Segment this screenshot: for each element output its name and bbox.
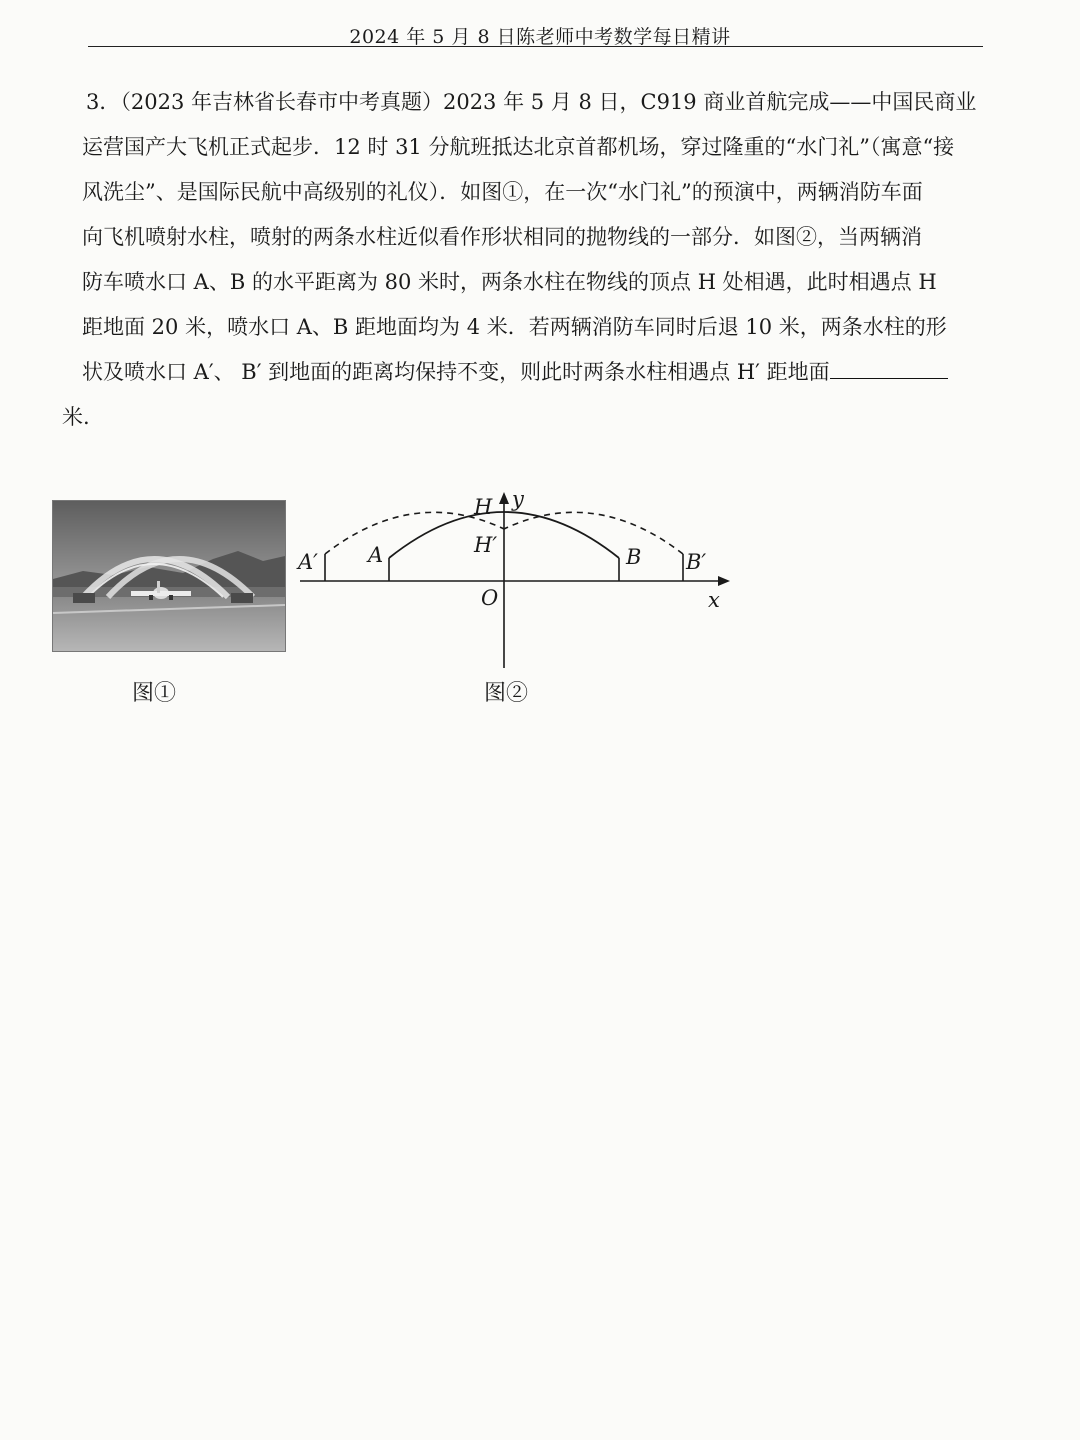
figure2-caption: 图②: [484, 681, 529, 706]
problem-line-4: 向飞机喷射水柱，喷射的两条水柱近似看作形状相同的抛物线的一部分．如图②，当两辆消: [82, 225, 922, 249]
problem-line-8: 米.: [62, 405, 90, 429]
parabola-diagram: [290, 478, 740, 678]
label-h: H: [474, 495, 493, 519]
answer-blank[interactable]: [830, 350, 948, 379]
problem-line-5: 防车喷水口 A、B 的水平距离为 80 米时，两条水柱在物线的顶点 H 处相遇，此时相遇点 H: [82, 270, 937, 294]
problem-line-7-wrap: [62, 350, 1012, 395]
label-o: O: [481, 586, 499, 610]
problem-line-6: 距地面 20 米，喷水口 A、B 距地面均为 4 米．若两辆消防车同时后退 10 米，两条水柱的形: [82, 315, 947, 339]
problem-line-7: 状及喷水口 A′、 B′ 到地面的距离均保持不变，则此时两条水柱相遇点 H′ 距地面: [82, 360, 830, 384]
dashed-parabola-right: [504, 512, 683, 554]
label-y: y: [512, 487, 524, 511]
header-rule: [88, 46, 983, 47]
label-b: B: [626, 545, 642, 569]
problem-line-3: 风洗尘”、是国际民航中高级别的礼仪）．如图①，在一次“水门礼”的预演中，两辆消防车面: [82, 180, 923, 204]
problem-text: [62, 80, 1012, 440]
problem-line-1: 3．（2023 年吉林省长春市中考真题）2023 年 5 月 8 日，C919 商业首航完成——中国民商业: [86, 90, 977, 114]
label-b-prime: B′: [686, 550, 707, 574]
figure1-caption: 图①: [132, 681, 177, 706]
label-a: A: [368, 543, 384, 567]
x-axis-arrow: [718, 576, 730, 586]
water-salute-photo: [52, 500, 286, 652]
problem-line-2: 运营国产大飞机正式起步．12 时 31 分航班抵达北京首都机场，穿过隆重的“水门礼”（寓意“接: [82, 135, 955, 159]
page-header: 2024 年 5 月 8 日陈老师中考数学每日精讲: [349, 26, 731, 48]
y-axis-arrow: [499, 492, 509, 504]
label-a-prime: A′: [298, 550, 318, 574]
label-h-prime: H′: [474, 533, 498, 557]
label-x: x: [708, 588, 720, 612]
